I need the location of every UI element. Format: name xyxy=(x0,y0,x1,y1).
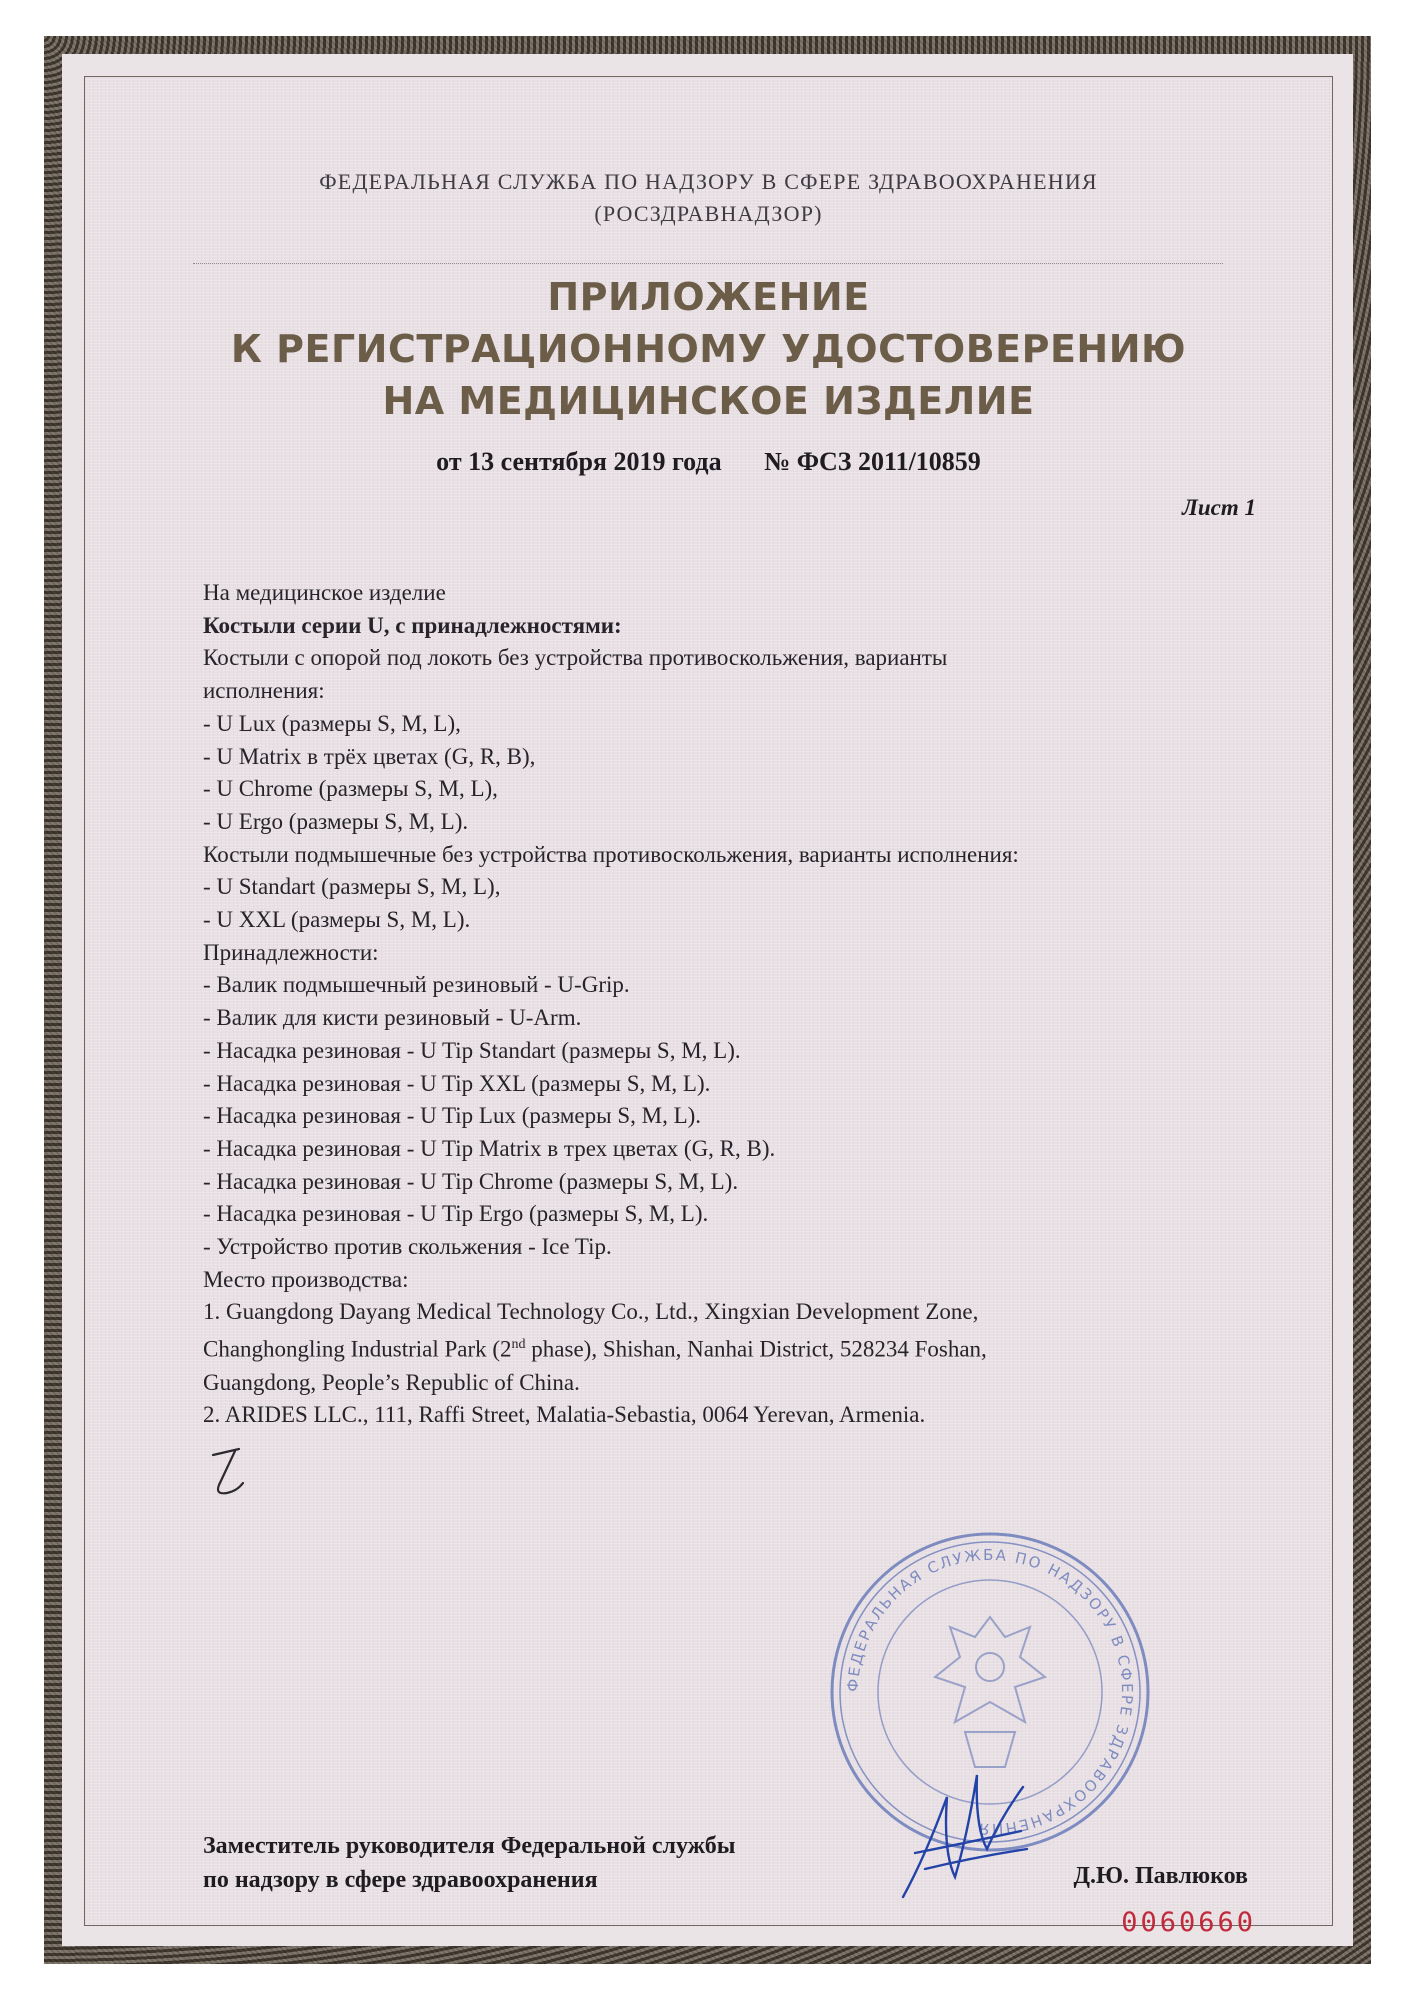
sheet-number: Лист 1 xyxy=(1182,495,1256,520)
list-item: - U Standart (размеры S, M, L), xyxy=(203,874,501,900)
registration-number: № ФСЗ 2011/10859 xyxy=(764,447,981,476)
intro-line: На медицинское изделие xyxy=(203,580,446,605)
agency-name: ФЕДЕРАЛЬНАЯ СЛУЖБА ПО НАДЗОРУ В СФЕРЕ ЗДРАВООХРАНЕНИЯ xyxy=(319,169,1098,194)
list-item: - Валик для кисти резиновый - U-Arm. xyxy=(203,1005,582,1031)
signer-position-line2: по надзору в сфере здравоохранения xyxy=(203,1867,598,1893)
list-item: - Насадка резиновая - U Tip XXL (размеры S, M, L). xyxy=(203,1070,711,1096)
seal-text: ФЕДЕРАЛЬНАЯ СЛУЖБА ПО НАДЗОРУ В СФЕРЕ ЗДРАВООХРАНЕНИЯ xyxy=(843,1545,1137,1839)
list-item: - U Chrome (размеры S, M, L), xyxy=(203,776,498,802)
list-item: - Валик подмышечный резиновый - U-Grip. xyxy=(203,972,630,998)
doc-title-line3: НА МЕДИЦИНСКОЕ ИЗДЕЛИЕ xyxy=(382,379,1035,423)
header-divider xyxy=(193,263,1223,264)
product-description xyxy=(203,577,1203,1432)
group1-heading-cont: исполнения: xyxy=(203,678,325,704)
signer-name: Д.Ю. Павлюков xyxy=(1073,1863,1248,1889)
doc-title-line1: ПРИЛОЖЕНИЕ xyxy=(547,275,870,319)
list-item: - Насадка резиновая - U Tip Matrix в трех цветах (G, R, B). xyxy=(203,1135,776,1161)
signer-position-line1: Заместитель руководителя Федеральной службы xyxy=(203,1833,736,1859)
production-site-2: 2. ARIDES LLC., 111, Raffi Street, Malatia-Sebastia, 0064 Yerevan, Armenia. xyxy=(203,1402,926,1428)
product-name: Костыли серии U, с принадлежностями: xyxy=(203,612,622,638)
registration-line xyxy=(85,447,1332,477)
registration-date: от 13 сентября 2019 года xyxy=(436,447,722,476)
list-item: - Устройство против скольжения - Ice Tip. xyxy=(203,1234,612,1260)
list-item: - Насадка резиновая - U Tip Chrome (размеры S, M, L). xyxy=(203,1168,739,1194)
signer-position xyxy=(203,1829,735,1897)
list-item: - Насадка резиновая - U Tip Standart (размеры S, M, L). xyxy=(203,1037,741,1063)
list-item: - Насадка резиновая - U Tip Ergo (размеры S, M, L). xyxy=(203,1201,709,1227)
accessories-heading: Принадлежности: xyxy=(203,939,379,965)
list-item: - U Lux (размеры S, M, L), xyxy=(203,710,461,736)
list-item: - Насадка резиновая - U Tip Lux (размеры S, M, L). xyxy=(203,1103,702,1129)
production-site-1-cont2: Guangdong, People’s Republic of China. xyxy=(203,1369,580,1395)
group1-heading: Костыли с опорой под локоть без устройства противоскольжения, варианты xyxy=(203,645,948,671)
agency-abbreviation: (РОСЗДРАВНАДЗОР) xyxy=(594,201,823,226)
list-item: - U Matrix в трёх цветах (G, R, B), xyxy=(203,743,536,769)
production-site-1: 1. Guangdong Dayang Medical Technology Co., Ltd., Xingxian Development Zone, xyxy=(203,1299,979,1325)
initials-mark xyxy=(205,1437,255,1507)
list-item: - U XXL (размеры S, M, L). xyxy=(203,907,471,933)
group2-heading: Костыли подмышечные без устройства противоскольжения, варианты исполнения: xyxy=(203,841,1019,867)
production-heading: Место производства: xyxy=(203,1266,409,1292)
serial-number: 0060660 xyxy=(1121,1907,1256,1938)
doc-title-line2: К РЕГИСТРАЦИОННОМУ УДОСТОВЕРЕНИЮ xyxy=(230,327,1187,371)
list-item: - U Ergo (размеры S, M, L). xyxy=(203,808,469,834)
signature xyxy=(895,1757,1035,1907)
production-site-1-cont: Changhongling Industrial Park (2nd phase), Shishan, Nanhai District, 528234 Foshan, xyxy=(203,1336,987,1362)
document-body xyxy=(84,76,1333,1938)
